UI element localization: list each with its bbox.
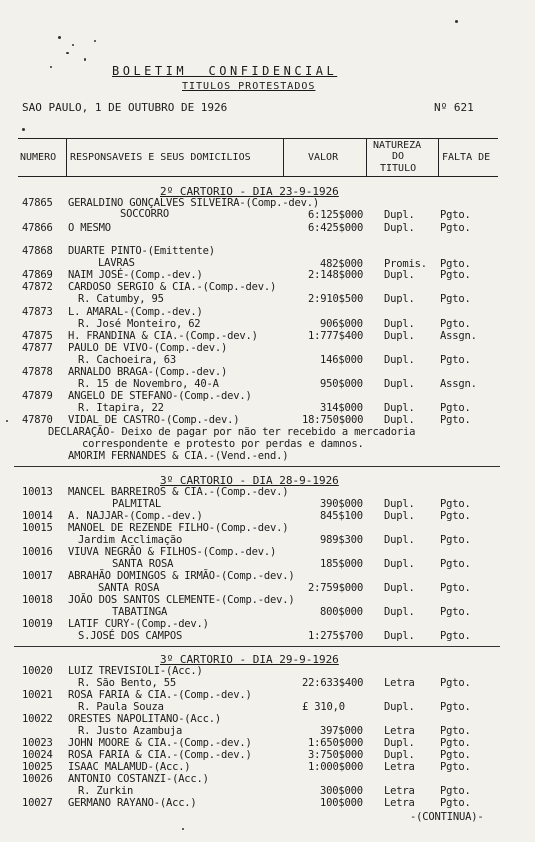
row-name: JOHN MOORE & CIA.-(Comp.-dev.)	[68, 737, 252, 749]
column-divider	[66, 139, 67, 176]
row-natureza: Dupl.	[384, 402, 415, 414]
row-natureza: Dupl.	[384, 293, 415, 305]
scan-speck	[72, 44, 74, 46]
row-falta: Pgto.	[440, 510, 471, 522]
row-number: 10024	[22, 749, 53, 761]
row-number: 47870	[22, 414, 53, 426]
row-falta: Pgto.	[440, 737, 471, 749]
col-header-natureza-3: TITULO	[380, 163, 417, 174]
scan-speck	[455, 20, 458, 23]
row-number: 10022	[22, 713, 53, 725]
scan-speck	[84, 58, 86, 61]
row-valor: 1:000$000	[308, 761, 364, 773]
row-name: GERMANO RAYANO-(Acc.)	[68, 797, 197, 809]
row-falta: Pgto.	[440, 498, 471, 510]
row-number: 10015	[22, 522, 53, 534]
row-falta: Pgto.	[440, 222, 471, 234]
scan-speck	[22, 128, 25, 131]
row-valor: 300$000	[320, 785, 363, 797]
bulletin-number: Nº 621	[434, 101, 474, 114]
row-sub: S.JOSÉ DOS CAMPOS	[78, 630, 183, 642]
row-name: ABRAHÃO DOMINGOS & IRMÃO-(Comp.-dev.)	[68, 570, 295, 582]
row-natureza: Dupl.	[384, 737, 415, 749]
row-name: NAIM JOSÉ-(Comp.-dev.)	[68, 269, 203, 281]
scan-speck	[6, 420, 8, 422]
row-sub: R. Catumby, 95	[78, 293, 164, 305]
table-header	[18, 138, 498, 177]
row-natureza: Dupl.	[384, 701, 415, 713]
row-falta: Pgto.	[440, 701, 471, 713]
row-falta: Pgto.	[440, 606, 471, 618]
row-sub: R. Cachoeira, 63	[78, 354, 176, 366]
declaration-endorser: AMORIM FERNANDES & CIA.-(Vend.-end.)	[68, 450, 289, 462]
row-natureza: Dupl.	[384, 318, 415, 330]
row-number: 47869	[22, 269, 53, 281]
row-natureza: Dupl.	[384, 330, 415, 342]
col-header-natureza-1: NATUREZA	[373, 140, 422, 151]
row-number: 10023	[22, 737, 53, 749]
section-divider	[14, 466, 500, 467]
row-number: 47866	[22, 222, 53, 234]
row-name: LATIF CURY-(Comp.-dev.)	[68, 618, 209, 630]
row-falta: Pgto.	[440, 582, 471, 594]
row-natureza: Dupl.	[384, 222, 415, 234]
row-natureza: Dupl.	[384, 582, 415, 594]
row-valor: 146$000	[320, 354, 363, 366]
row-falta: Pgto.	[440, 354, 471, 366]
scan-speck	[94, 40, 96, 42]
row-natureza: Dupl.	[384, 498, 415, 510]
row-natureza: Dupl.	[384, 630, 415, 642]
row-number: 47878	[22, 366, 53, 378]
row-number: 10016	[22, 546, 53, 558]
row-name: VIUVA NEGRÃO & FILHOS-(Comp.-dev.)	[68, 546, 277, 558]
row-name: O MESMO	[68, 222, 111, 234]
row-name: MANCEL BARREIROS & CIA.-(Comp.-dev.)	[68, 486, 289, 498]
row-natureza: Letra	[384, 797, 415, 809]
row-falta: Pgto.	[440, 761, 471, 773]
scan-speck	[66, 52, 69, 54]
row-name: ROSA FARIA & CIA.-(Comp.-dev.)	[68, 749, 252, 761]
scan-speck	[58, 36, 61, 39]
row-name: VIDAL DE CASTRO-(Comp.-dev.)	[68, 414, 240, 426]
row-number: 47873	[22, 306, 53, 318]
row-falta: Pgto.	[440, 630, 471, 642]
row-number: 10026	[22, 773, 53, 785]
row-name: PAULO DE VIVO-(Comp.-dev.)	[68, 342, 228, 354]
declaration-note: DECLARAÇÃO- Deixo de pagar por não ter recebido a mercadoria	[48, 426, 416, 438]
row-name: ANTONIO COSTANZI-(Acc.)	[68, 773, 209, 785]
scan-speck	[50, 66, 52, 68]
column-divider	[366, 139, 367, 176]
scan-speck	[182, 828, 184, 830]
row-name: ISAAC MALAMUD-(Acc.)	[68, 761, 191, 773]
row-valor: 3:750$000	[308, 749, 364, 761]
row-falta: Pgto.	[440, 293, 471, 305]
row-number: 10021	[22, 689, 53, 701]
row-falta: Pgto.	[440, 414, 471, 426]
row-number: 10013	[22, 486, 53, 498]
declaration-note: correspondente e protesto por perdas e damnos.	[82, 438, 364, 450]
row-sub: SOCCORRO	[120, 208, 169, 220]
col-header-responsaveis: RESPONSAVEIS E SEUS DOMICILIOS	[70, 152, 251, 163]
row-sub: R. Justo Azambuja	[78, 725, 183, 737]
row-natureza: Letra	[384, 677, 415, 689]
row-falta: Pgto.	[440, 797, 471, 809]
row-valor: 845$100	[320, 510, 363, 522]
row-sub: R. Itapira, 22	[78, 402, 164, 414]
row-number: 10027	[22, 797, 53, 809]
row-number: 47877	[22, 342, 53, 354]
row-falta: Assgn.	[440, 330, 477, 342]
bulletin-title: BOLETIM CONFIDENCIAL	[112, 64, 338, 78]
row-natureza: Dupl.	[384, 606, 415, 618]
row-natureza: Dupl.	[384, 414, 415, 426]
row-sub: Jardim Acclimação	[78, 534, 183, 546]
row-sub: R. São Bento, 55	[78, 677, 176, 689]
row-name: ORESTES NAPOLITANO-(Acc.)	[68, 713, 222, 725]
row-valor: 397$000	[320, 725, 363, 737]
row-valor: 2:910$500	[308, 293, 364, 305]
row-valor: 1:650$000	[308, 737, 364, 749]
row-sub: R. Zurkin	[78, 785, 134, 797]
row-sub: LAVRAS	[98, 257, 135, 269]
row-falta: Pgto.	[440, 269, 471, 281]
row-valor: 100$000	[320, 797, 363, 809]
row-valor: 314$000	[320, 402, 363, 414]
row-natureza: Letra	[384, 785, 415, 797]
row-natureza: Dupl.	[384, 378, 415, 390]
row-valor: 185$000	[320, 558, 363, 570]
row-number: 47868	[22, 245, 53, 257]
col-header-valor: VALOR	[308, 152, 339, 163]
row-valor: £ 310,0	[302, 701, 345, 713]
row-natureza: Dupl.	[384, 749, 415, 761]
row-falta: Pgto.	[440, 749, 471, 761]
continued-marker: -(CONTINUA)-	[410, 811, 484, 823]
row-falta: Pgto.	[440, 558, 471, 570]
row-name: A. NAJJAR-(Comp.-dev.)	[68, 510, 203, 522]
row-number: 47875	[22, 330, 53, 342]
row-number: 47872	[22, 281, 53, 293]
row-sub: R. Paula Souza	[78, 701, 164, 713]
row-sub: SANTA ROSA	[112, 558, 174, 570]
bulletin-subtitle: TITULOS PROTESTADOS	[182, 81, 316, 92]
row-valor: 1:777$400	[308, 330, 364, 342]
row-valor: 6:125$000	[308, 209, 364, 221]
row-number: 10025	[22, 761, 53, 773]
row-valor: 390$000	[320, 498, 363, 510]
row-valor: 22:633$400	[302, 677, 364, 689]
row-valor: 1:275$700	[308, 630, 364, 642]
row-number: 10018	[22, 594, 53, 606]
row-valor: 6:425$000	[308, 222, 364, 234]
row-sub: R. José Monteiro, 62	[78, 318, 201, 330]
column-divider	[438, 139, 439, 176]
row-number: 10020	[22, 665, 53, 677]
row-number: 10019	[22, 618, 53, 630]
row-natureza: Dupl.	[384, 558, 415, 570]
row-falta: Pgto.	[440, 209, 471, 221]
row-valor: 906$000	[320, 318, 363, 330]
row-name: ANGELO DE STEFANO-(Comp.-dev.)	[68, 390, 252, 402]
row-natureza: Promis.	[384, 258, 427, 270]
row-falta: Pgto.	[440, 785, 471, 797]
row-valor: 2:759$000	[308, 582, 364, 594]
row-name: ARNALDO BRAGA-(Comp.-dev.)	[68, 366, 228, 378]
row-name: CARDOSO SERGIO & CIA.-(Comp.-dev.)	[68, 281, 277, 293]
row-sub: R. 15 de Novembro, 40-A	[78, 378, 219, 390]
row-number: 10017	[22, 570, 53, 582]
row-number: 10014	[22, 510, 53, 522]
row-falta: Pgto.	[440, 534, 471, 546]
row-name: GERALDINO GONÇALVES SILVEIRA-(Comp.-dev.)	[68, 197, 319, 209]
row-number: 47879	[22, 390, 53, 402]
section-title: 3º CARTORIO - DIA 29-9-1926	[160, 653, 339, 666]
column-divider	[283, 139, 284, 176]
col-header-numero: NUMERO	[20, 152, 57, 163]
row-valor: 800$000	[320, 606, 363, 618]
row-falta: Pgto.	[440, 725, 471, 737]
row-falta: Pgto.	[440, 402, 471, 414]
row-natureza: Letra	[384, 761, 415, 773]
row-valor: 2:148$000	[308, 269, 364, 281]
row-name: DUARTE PINTO-(Emittente)	[68, 245, 215, 257]
row-name: L. AMARAL-(Comp.-dev.)	[68, 306, 203, 318]
col-header-falta: FALTA DE	[442, 152, 491, 163]
section-title: 3º CARTORIO - DIA 28-9-1926	[160, 474, 339, 487]
row-natureza: Dupl.	[384, 354, 415, 366]
row-valor: 989$300	[320, 534, 363, 546]
row-falta: Pgto.	[440, 258, 471, 270]
row-falta: Assgn.	[440, 378, 477, 390]
row-natureza: Dupl.	[384, 534, 415, 546]
row-valor: 482$000	[320, 258, 363, 270]
row-sub: SANTA ROSA	[98, 582, 160, 594]
row-falta: Pgto.	[440, 318, 471, 330]
row-valor: 18:750$000	[302, 414, 364, 426]
section-divider	[14, 646, 500, 647]
row-natureza: Dupl.	[384, 269, 415, 281]
row-falta: Pgto.	[440, 677, 471, 689]
date-line: SAO PAULO, 1 DE OUTUBRO DE 1926	[22, 101, 228, 114]
row-natureza: Dupl.	[384, 209, 415, 221]
row-valor: 950$000	[320, 378, 363, 390]
row-natureza: Letra	[384, 725, 415, 737]
row-name: LUIZ TREVISIOLI-(Acc.)	[68, 665, 203, 677]
row-natureza: Dupl.	[384, 510, 415, 522]
row-sub: PALMITAL	[112, 498, 161, 510]
section-title: 2º CARTORIO - DIA 23-9-1926	[160, 185, 339, 198]
row-number: 47865	[22, 197, 53, 209]
row-name: MANOEL DE REZENDE FILHO-(Comp.-dev.)	[68, 522, 289, 534]
row-sub: TABATINGA	[112, 606, 168, 618]
col-header-natureza-2: DO	[392, 151, 405, 162]
row-name: ROSA FARIA & CIA.-(Comp.-dev.)	[68, 689, 252, 701]
row-name: JOÃO DOS SANTOS CLEMENTE-(Comp.-dev.)	[68, 594, 295, 606]
row-name: H. FRANDINA & CIA.-(Comp.-dev.)	[68, 330, 258, 342]
